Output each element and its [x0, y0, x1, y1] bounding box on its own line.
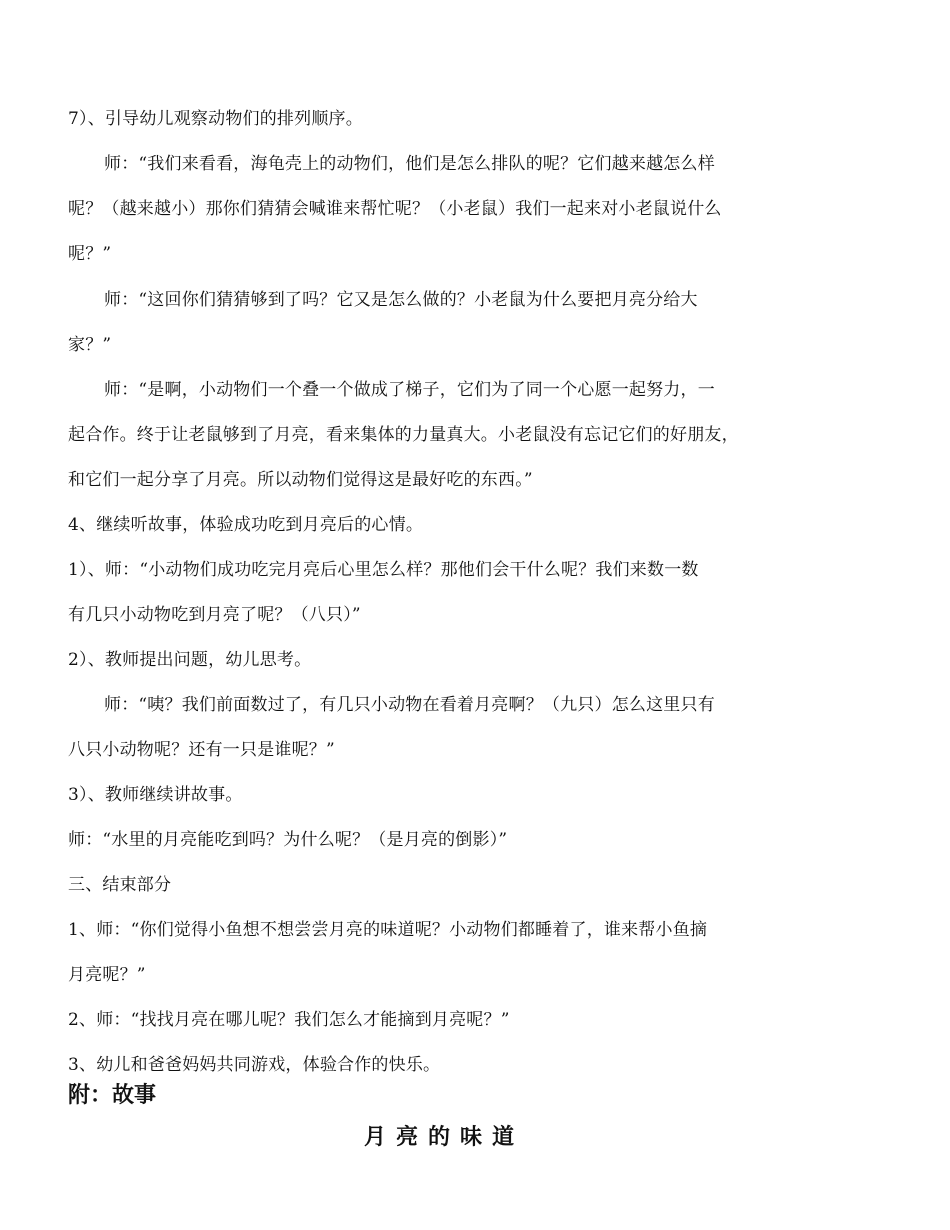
text-line: 4、继续听故事，体验成功吃到月亮后的心情。	[68, 515, 424, 535]
text-line: 起合作。终于让老鼠够到了月亮，看来集体的力量真大。小老鼠没有忘记它们的好朋友，	[68, 425, 739, 445]
text-line: 1、师：“你们觉得小鱼想不想尝尝月亮的味道呢？小动物们都睡着了，谁来帮小鱼摘	[68, 920, 708, 940]
text-line: 师：“咦？我们前面数过了，有几只小动物在看着月亮啊？（九只）怎么这里只有	[104, 695, 715, 715]
text-line: 1）、师：“小动物们成功吃完月亮后心里怎么样？那他们会干什么呢？我们来数一数	[68, 560, 699, 580]
text-line: 7）、引导幼儿观察动物们的排列顺序。	[68, 109, 363, 129]
appendix-heading: 附：故事	[68, 1083, 157, 1108]
text-line: 八只小动物呢？还有一只是谁呢？”	[68, 740, 335, 760]
text-line: 师：“水里的月亮能吃到吗？为什么呢？（是月亮的倒影）”	[68, 830, 508, 850]
text-line: 师：“这回你们猜猜够到了吗？它又是怎么做的？小老鼠为什么要把月亮分给大	[104, 290, 698, 310]
text-line: 呢？”	[68, 244, 112, 264]
text-line: 和它们一起分享了月亮。所以动物们觉得这是最好吃的东西。”	[68, 470, 533, 490]
story-title: 月亮的味道	[363, 1125, 524, 1150]
text-line: 师：“我们来看看，海龟壳上的动物们，他们是怎么排队的呢？它们越来越怎么样	[104, 154, 715, 174]
text-line: 2）、教师提出问题，幼儿思考。	[68, 650, 312, 670]
text-line: 月亮呢？”	[68, 965, 146, 985]
text-line: 家？”	[68, 335, 112, 355]
text-line: 3、幼儿和爸爸妈妈共同游戏，体验合作的快乐。	[68, 1055, 441, 1075]
text-line: 2、师：“找找月亮在哪儿呢？我们怎么才能摘到月亮呢？”	[68, 1010, 510, 1030]
text-line: 3）、教师继续讲故事。	[68, 785, 243, 805]
text-line: 师：“是啊，小动物们一个叠一个做成了梯子，它们为了同一个心愿一起努力，一	[104, 380, 715, 400]
text-line: 三、结束部分	[68, 875, 172, 895]
text-line: 呢？（越来越小）那你们猜猜会喊谁来帮忙呢？（小老鼠）我们一起来对小老鼠说什么	[68, 199, 722, 219]
text-line: 有几只小动物吃到月亮了呢？（八只）”	[68, 605, 361, 625]
